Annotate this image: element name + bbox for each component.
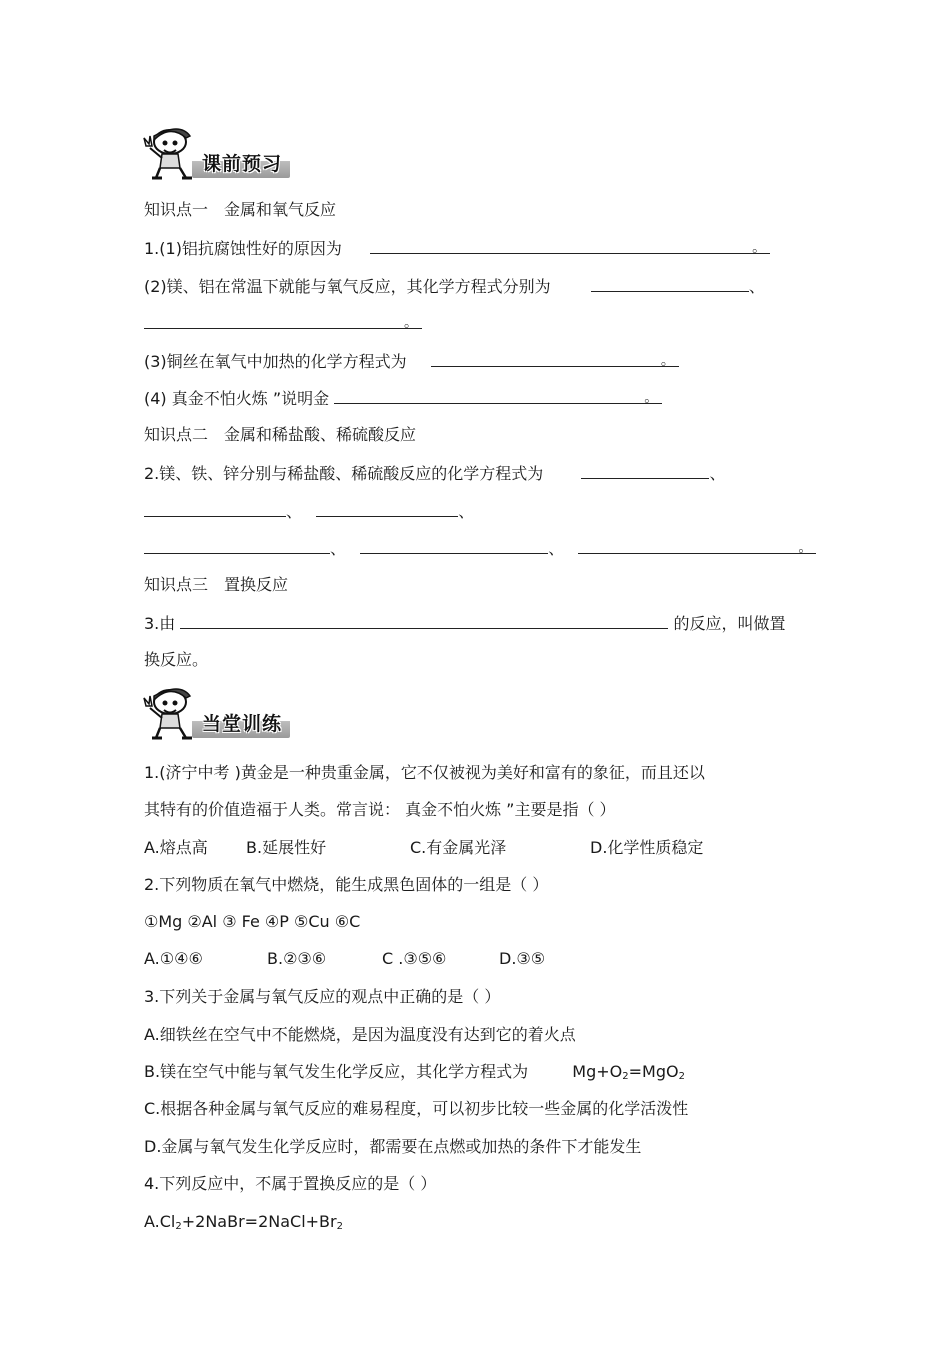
answer-blank[interactable]: 。 [370,237,770,254]
option-b[interactable]: B.镁在空气中能与氧气发生化学反应，其化学方程式为 $Mg+O_2=MgO_2$ [144,1062,685,1082]
answer-blank[interactable] [180,612,668,629]
answer-blank[interactable] [360,537,548,554]
question-line [144,612,785,635]
option-a[interactable]: A.①④⑥ [144,949,203,968]
section-banner-practice [140,684,290,740]
question-text: 的反应，叫做置 [673,614,786,633]
question-line [144,237,770,260]
answer-blank[interactable]: 。 [431,350,679,367]
question-text: 换反应。 [144,650,209,669]
answer-blank[interactable] [581,462,709,479]
option-a[interactable] [144,1211,343,1238]
option-c[interactable]: C .③⑤⑥ [382,949,447,968]
student-mascot-icon [140,684,198,740]
option-c[interactable]: C.根据各种金属与氧气反应的难易程度，可以初步比较一些金属的化学活泼性 [144,1099,689,1118]
question-text: 3.由 [144,614,176,633]
answer-blank[interactable]: 。 [334,387,662,404]
answer-blank[interactable] [591,275,749,292]
question-line: 2.镁、铁、锌分别与稀盐酸、稀硫酸反应的化学方程式为 、 [144,464,726,483]
section-title: 当堂训练 [192,707,290,738]
answer-blank[interactable]: 。 [578,537,816,554]
question-text: 2.镁、铁、锌分别与稀盐酸、稀硫酸反应的化学方程式为 [144,464,544,483]
student-mascot-icon [140,124,198,180]
knowledge-point-heading: 知识点一 金属和氧气反应 [144,200,337,219]
question-text: (3)铜丝在氧气中加热的化学方程式为 [144,352,407,371]
answer-blank[interactable] [144,537,330,554]
question-line: 、 、 [144,500,474,523]
option-c[interactable]: C.有金属光泽 [410,838,507,857]
question-text: 2.下列物质在氧气中燃烧，能生成黑色固体的一组是（ ） [144,875,549,894]
question-text: 3.下列关于金属与氧气反应的观点中正确的是（ ） [144,987,501,1006]
question-text: (2)镁、铝在常温下就能与氧气反应，其化学方程式分别为 [144,277,551,296]
knowledge-point-heading: 知识点二 金属和稀盐酸、稀硫酸反应 [144,425,417,444]
section-title: 课前预习 [192,147,290,178]
option-d[interactable]: D.金属与氧气发生化学反应时，都需要在点燃或加热的条件下才能发生 [144,1137,642,1156]
question-text: 4.下列反应中，不属于置换反应的是（ ） [144,1174,437,1193]
option-d[interactable]: D.化学性质稳定 [590,838,704,857]
answer-blank[interactable]: 。 [144,312,422,329]
option-a[interactable]: A.熔点高 [144,838,208,857]
question-text: 1.(济宁中考 )黄金是一种贵重金属，它不仅被视为美好和富有的象征，而且还以 [144,763,705,782]
option-b[interactable]: B.②③⑥ [267,949,327,968]
answer-blank[interactable] [316,500,458,517]
option-d[interactable]: D.③⑤ [499,949,546,968]
chemical-equation: $A.Cl_2+2NaBr=2NaCl+Br_2$ [144,1212,343,1232]
knowledge-point-heading: 知识点三 置换反应 [144,575,289,594]
question-text: 1.(1)铝抗腐蚀性好的原因为 [144,239,342,258]
option-b[interactable]: B.延展性好 [246,838,327,857]
question-line [144,350,679,373]
question-line: 、 、 。 [144,537,816,560]
question-line [144,387,662,410]
question-line: (2)镁、铝在常温下就能与氧气反应，其化学方程式分别为 、 [144,277,765,296]
question-text: ①Mg ②Al ③ Fe ④P ⑤Cu ⑥C [144,912,361,931]
question-text: (4) 真金不怕火炼 ”说明金 [144,389,330,408]
option-a[interactable]: A.细铁丝在空气中不能燃烧，是因为温度没有达到它的着火点 [144,1025,576,1044]
question-line [144,312,422,335]
answer-blank[interactable] [144,500,286,517]
question-text: 其特有的价值造福于人类。常言说： 真金不怕火炼 ”主要是指（ ） [144,800,616,819]
section-banner-preview [140,124,290,180]
chemical-equation: $Mg+O_2=MgO_2$ [572,1062,685,1082]
